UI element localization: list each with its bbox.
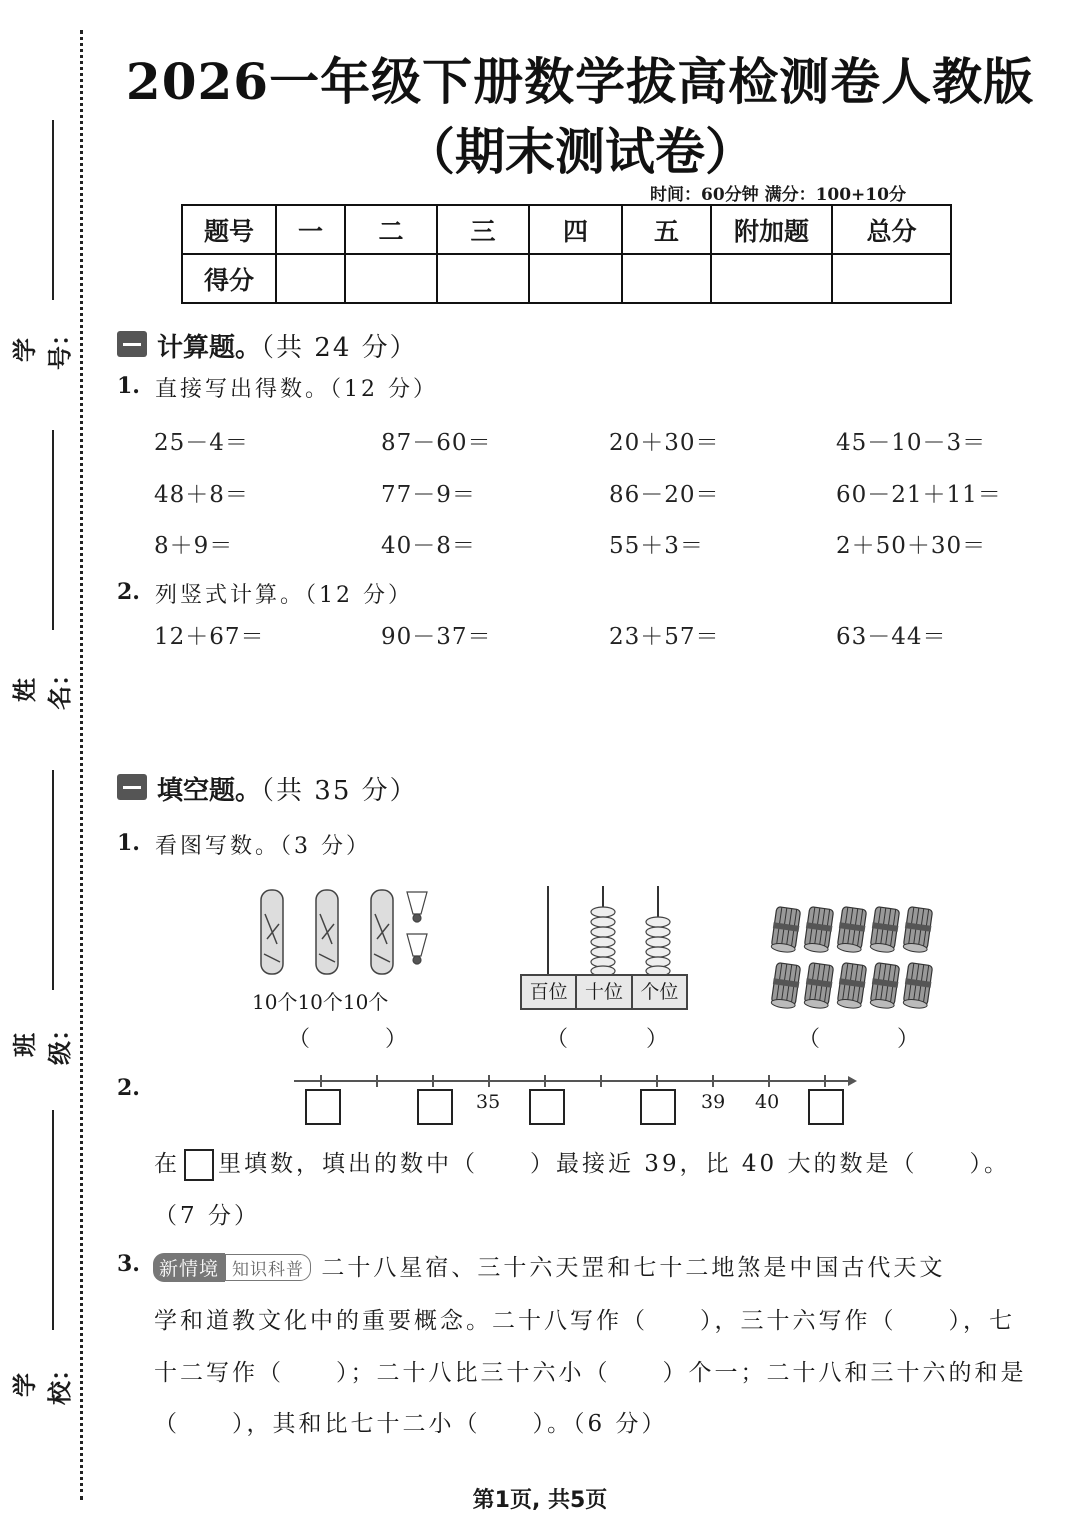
calc-item: 20＋30＝: [609, 430, 720, 456]
question-text-line-4: （ ），其和比七十二小（ ）。（6 分）: [154, 1411, 668, 1437]
header-cell: 题号: [182, 205, 276, 254]
section-two-badge: [117, 774, 147, 800]
ones-beads: [646, 917, 670, 976]
question-text: 列竖式计算。（12 分）: [155, 583, 413, 608]
question-text: 看图写数。（3 分）: [155, 834, 371, 859]
number-line: [292, 1072, 858, 1092]
score-table-header-row: [182, 205, 951, 254]
calc-item: 45－10－3＝: [836, 430, 987, 456]
text-after-box: 里填数，填出的数中（ ）最接近 39，比 40 大的数是（ ）。: [218, 1151, 1010, 1177]
number-line-answer-box[interactable]: [808, 1089, 844, 1125]
calc-item: 2＋50＋30＝: [836, 533, 987, 559]
inline-box-icon: [184, 1149, 214, 1181]
stick-bundle-icon: [770, 906, 802, 953]
student-id-label: 学号：: [11, 322, 74, 370]
section-two-title: [157, 770, 418, 807]
abacus-place-labels: [520, 974, 688, 1010]
score-cell[interactable]: [711, 254, 832, 303]
section-one-title-text: 计算题。: [157, 333, 262, 363]
header-cell: 五: [622, 205, 711, 254]
shuttlecock-icon: [407, 892, 427, 922]
score-cell[interactable]: [276, 254, 345, 303]
stick-bundles-illustration: [770, 900, 940, 1010]
answer-paren-close: ）: [385, 1027, 408, 1052]
number-line-answer-box[interactable]: [305, 1089, 341, 1125]
number-line-answer-box[interactable]: [640, 1089, 676, 1125]
question-number: 3.: [117, 1251, 140, 1277]
stick-bundle-icon: [770, 962, 802, 1009]
question-text-line-2: 学和道教文化中的重要概念。二十八写作（ ），三十六写作（ ），七: [154, 1308, 1015, 1334]
question-number: 2.: [117, 1075, 140, 1101]
calc-item: 87－60＝: [381, 430, 492, 456]
vertical-calc-item: 23＋57＝: [609, 624, 720, 650]
question-number: 1.: [117, 830, 140, 856]
score-cell[interactable]: [622, 254, 711, 303]
science-tag: 知识科普: [225, 1254, 311, 1281]
vertical-calc-item: 63－44＝: [836, 624, 947, 650]
stick-bundle-icon: [902, 962, 934, 1009]
tube-icon: [371, 890, 393, 974]
name-label: 姓名：: [11, 662, 74, 710]
section-one-badge: [117, 331, 147, 357]
class-label: 班级：: [11, 1017, 74, 1065]
binding-dotted-line: [80, 30, 83, 1500]
question-points: （7 分）: [154, 1203, 260, 1229]
place-label-tens: 十位: [577, 976, 632, 1008]
section-one-points: （共 24 分）: [261, 333, 418, 363]
calc-item: 77－9＝: [381, 482, 476, 508]
question-text: [154, 1145, 1010, 1181]
question-number: 1.: [117, 373, 140, 399]
school-line: [52, 1110, 54, 1330]
calc-item: 40－8＝: [381, 533, 476, 559]
answer-paren-open: （: [798, 1027, 821, 1052]
vertical-calc-item: 90－37＝: [381, 624, 492, 650]
calc-item: 86－20＝: [609, 482, 720, 508]
answer-paren-close: ）: [646, 1027, 669, 1052]
school-label: 学校：: [11, 1357, 74, 1405]
answer-paren-open: （: [288, 1027, 311, 1052]
score-table-score-row: [182, 254, 951, 303]
page-subtitle: （期末测试卷）: [405, 122, 755, 181]
new-context-tag: 新情境: [153, 1253, 225, 1282]
page-footer: 第1页, 共5页: [472, 1488, 608, 1513]
stick-bundle-icon: [803, 962, 835, 1009]
number-line-label: 40: [755, 1091, 780, 1113]
tube-caption: 10个10个10个: [252, 990, 389, 1014]
header-cell: 二: [345, 205, 437, 254]
answer-paren-close: ）: [897, 1027, 920, 1052]
question-text-line: [153, 1249, 945, 1282]
shuttlecock-icon: [407, 934, 427, 964]
stick-bundle-icon: [869, 962, 901, 1009]
number-line-answer-box[interactable]: [529, 1089, 565, 1125]
place-label-hundreds: 百位: [522, 976, 577, 1008]
abacus-illustration: [520, 884, 688, 976]
number-line-answer-box[interactable]: [417, 1089, 453, 1125]
section-two-points: （共 35 分）: [261, 776, 418, 806]
header-cell: 附加题: [711, 205, 832, 254]
stick-bundle-icon: [902, 906, 934, 953]
name-line: [52, 430, 54, 630]
question-number: 2.: [117, 579, 140, 605]
calc-item: 25－4＝: [154, 430, 249, 456]
time-info: 时间：60分钟 满分：100+10分: [650, 185, 906, 205]
section-two-title-text: 填空题。: [157, 776, 262, 806]
header-cell: 三: [437, 205, 529, 254]
calc-item: 55＋3＝: [609, 533, 704, 559]
question-text-line-3: 十二写作（ ）；二十八比三十六小（ ）个一；二十八和三十六的和是: [154, 1360, 1027, 1386]
score-cell[interactable]: [437, 254, 529, 303]
calc-item: 8＋9＝: [154, 533, 234, 559]
vertical-calc-item: 12＋67＝: [154, 624, 265, 650]
stick-bundle-icon: [836, 906, 868, 953]
score-cell[interactable]: [529, 254, 622, 303]
stick-bundle-icon: [836, 962, 868, 1009]
header-cell: 四: [529, 205, 622, 254]
number-line-label: 39: [701, 1091, 726, 1113]
calc-item: 48＋8＝: [154, 482, 249, 508]
score-cell[interactable]: [345, 254, 437, 303]
tens-beads: [591, 907, 615, 976]
class-line: [52, 770, 54, 990]
tube-icon: [316, 890, 338, 974]
stick-bundle-icon: [803, 906, 835, 953]
shuttlecock-tubes-illustration: [255, 884, 435, 979]
question-text: 直接写出得数。（12 分）: [155, 377, 438, 402]
number-line-label: 35: [476, 1091, 501, 1113]
header-cell: 总分: [832, 205, 951, 254]
section-one-title: [157, 327, 418, 364]
question-text-line-1: 二十八星宿、三十六天罡和七十二地煞是中国古代天文: [321, 1255, 946, 1281]
student-id-line: [52, 120, 54, 300]
score-cell[interactable]: [832, 254, 951, 303]
tube-icon: [261, 890, 283, 974]
text-before-box: 在: [154, 1151, 180, 1177]
answer-paren-open: （: [546, 1027, 569, 1052]
calc-item: 60－21＋11＝: [836, 482, 1002, 508]
page-title: 2026一年级下册数学拔高检测卷人教版: [125, 52, 1035, 111]
stick-bundle-icon: [869, 906, 901, 953]
score-table: [181, 204, 952, 304]
place-label-ones: 个位: [640, 981, 679, 1003]
header-cell: 一: [276, 205, 345, 254]
score-row-label: 得分: [182, 254, 276, 303]
